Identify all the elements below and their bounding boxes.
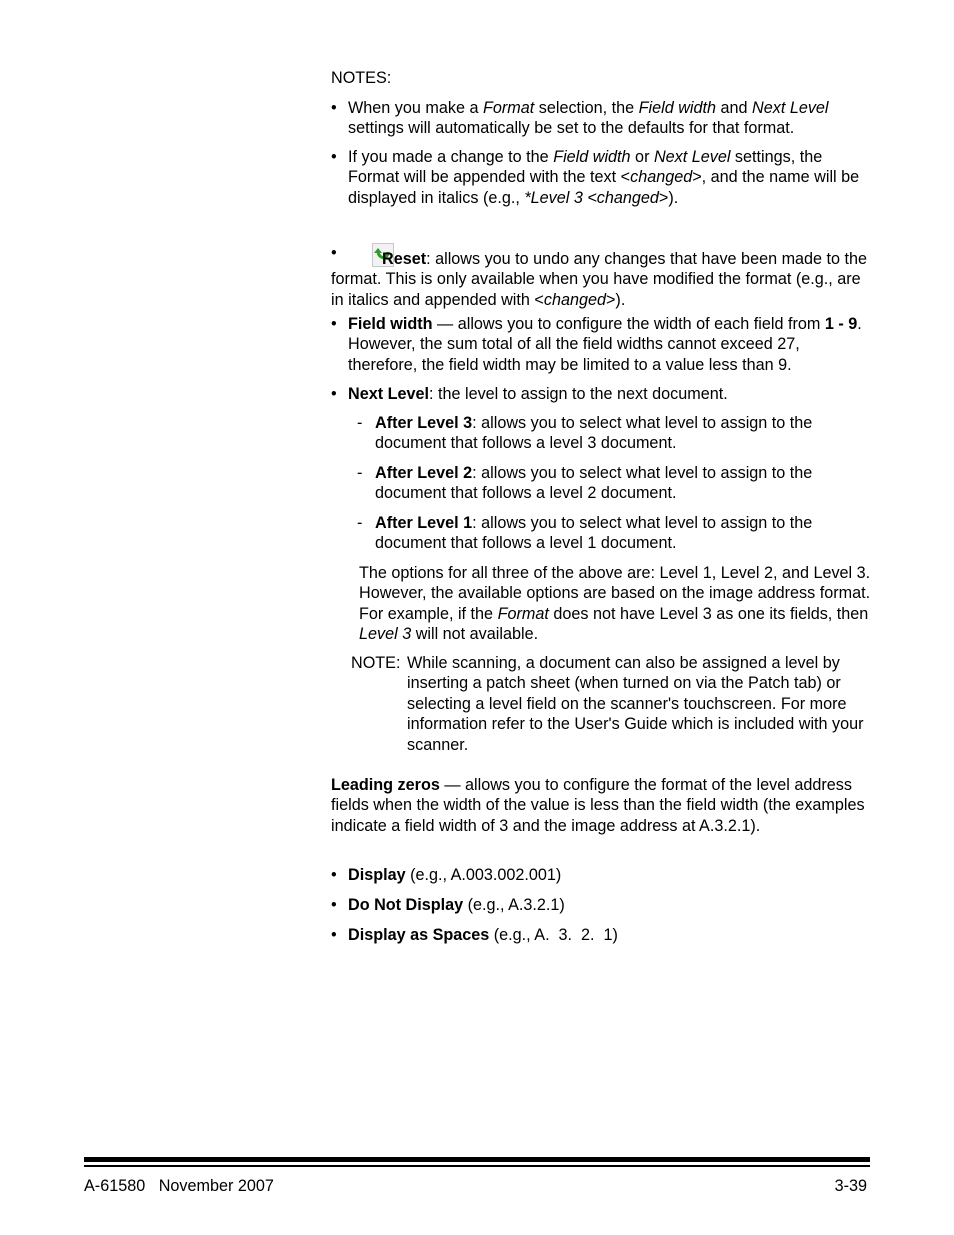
bullet-dot: •	[331, 926, 337, 944]
notes-bullet-2	[331, 147, 871, 208]
dash-marker: -	[357, 514, 363, 532]
field-width-bullet	[331, 314, 871, 375]
content-column	[331, 0, 871, 960]
notes-bullet-1	[331, 98, 871, 139]
bullet-dot: •	[331, 99, 337, 117]
footer-doc-id: A-61580 November 2007	[84, 1177, 274, 1195]
footer-rule-thin	[84, 1165, 870, 1167]
after-level-3-text: After Level 3: allows you to select what level to assign to the document that follows a level 3 document.	[375, 414, 813, 453]
display-as-spaces-text: Display as Spaces (e.g., A. 3. 2. 1)	[348, 926, 618, 944]
display-bullet	[331, 865, 871, 885]
note-text: While scanning, a document can also be assigned a level by inserting a patch sheet (when turned on via the Patch tab) or selecting a level field on the scanner's touchscreen. For more information refer to the User's Guide which is included with your scanner.	[407, 654, 864, 754]
bullet-dot: •	[331, 244, 337, 262]
after-level-2-item	[357, 463, 871, 504]
dash-marker: -	[357, 464, 363, 482]
leading-zeros-paragraph: Leading zeros — allows you to configure the format of the level address fields when the width of the value is less than the field width (the examples indicate a field width of 3 and the image address at A.3.2.1).	[331, 776, 865, 835]
after-level-3-item	[357, 413, 871, 454]
notes-bullet-1-text: When you make a Format selection, the Field width and Next Level settings will automatically be set to the defaults for that format.	[348, 99, 829, 138]
display-text: Display (e.g., A.003.002.001)	[348, 866, 562, 884]
do-not-display-bullet	[331, 895, 871, 915]
bullet-dot: •	[331, 866, 337, 884]
footer-page-number: 3-39	[834, 1177, 867, 1195]
after-level-1-item	[357, 513, 871, 554]
reset-icon	[355, 243, 377, 267]
after-level-1-text: After Level 1: allows you to select what level to assign to the document that follows a level 1 document.	[375, 514, 813, 553]
do-not-display-text: Do Not Display (e.g., A.3.2.1)	[348, 896, 565, 914]
reset-text: Reset: allows you to undo any changes that have been made to the format. This is only available when you have modified the format (e.g., are in italics and appended with <changed>).	[331, 243, 871, 310]
next-level-text: Next Level: the level to assign to the next document.	[348, 385, 728, 403]
note-label: NOTE:	[351, 654, 401, 672]
field-width-text: Field width — allows you to configure the width of each field from 1 - 9. However, the sum total of all the field widths cannot exceed 27, therefore, the field width may be limited to a value less than 9.	[348, 315, 862, 374]
scanning-note	[351, 653, 871, 755]
next-level-bullet	[331, 384, 871, 404]
notes-bullet-2-text: If you made a change to the Field width or Next Level settings, the Format will be appended with the text <changed>, and the name will be displayed in italics (e.g., *Level 3 <changed>).	[348, 148, 860, 207]
display-as-spaces-bullet	[331, 925, 871, 945]
reset-bullet	[331, 243, 871, 310]
notes-title: NOTES:	[331, 69, 392, 87]
bullet-dot: •	[331, 315, 337, 333]
dash-marker: -	[357, 414, 363, 432]
bullet-dot: •	[331, 148, 337, 166]
level-options-paragraph: The options for all three of the above are: Level 1, Level 2, and Level 3. However, the available options are based on the image address format. For example, if the Format does not have Level 3 as one its fields, then Level 3 will not available.	[359, 564, 871, 644]
bullet-dot: •	[331, 896, 337, 914]
footer-rule-thick	[84, 1157, 870, 1162]
after-level-2-text: After Level 2: allows you to select what level to assign to the document that follows a level 2 document.	[375, 464, 813, 503]
bullet-dot: •	[331, 385, 337, 403]
